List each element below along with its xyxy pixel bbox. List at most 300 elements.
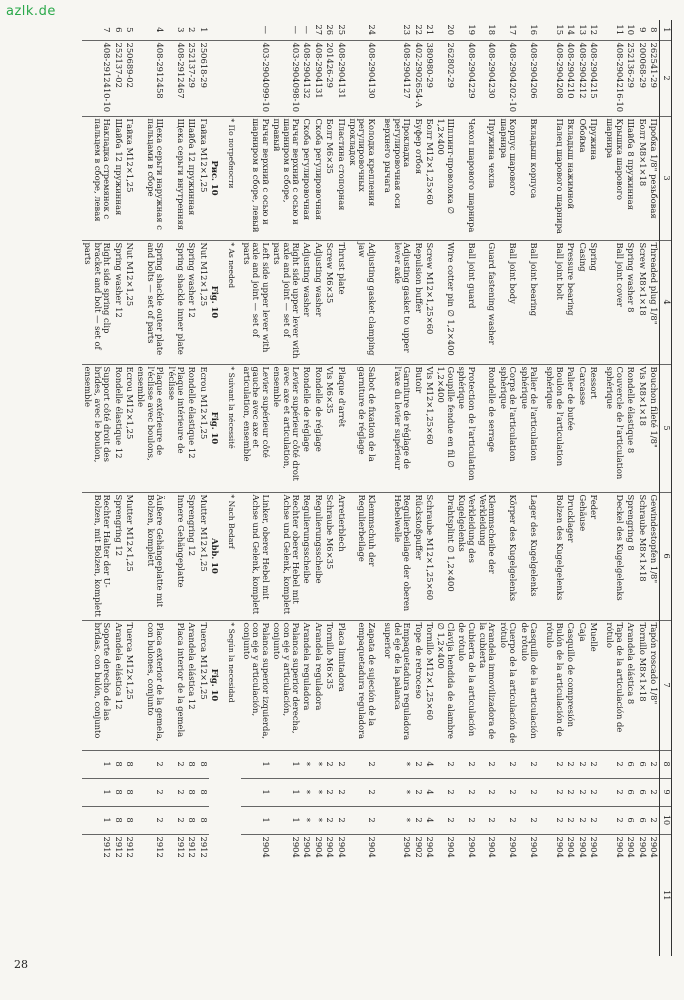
table-cell: Schraube M8×1×18 (636, 492, 647, 620)
table-cell: Adjusting washer (312, 240, 323, 364)
table-cell: * (301, 806, 312, 834)
table-cell: Regulierungsscheibe (312, 492, 323, 620)
table-cell: 402-2902654-А (412, 40, 423, 116)
table-cell: Arandela inmovilizadora de la cubierta (477, 620, 498, 750)
table-cell: 408-2904212 (576, 40, 587, 116)
table-cell: 2 (544, 750, 565, 778)
table-cell: 1 (241, 750, 271, 778)
table-cell: 8 (124, 806, 135, 834)
table-cell: 2 (576, 806, 587, 834)
table-cell: Tuerca M12×1,25 (124, 620, 135, 750)
table-cell: Шайба 12 пружинная (112, 116, 123, 240)
table-cell: 408-2904202-10 (497, 40, 518, 116)
column-header: 2 (660, 40, 672, 116)
table-cell: 8 (112, 778, 123, 806)
table-cell: 1 (271, 750, 301, 778)
table-cell: Rondelle de serrage (477, 364, 498, 492)
table-cell: Couvercle de l'articulation sphérique (604, 364, 625, 492)
table-cell: 2 (604, 806, 625, 834)
table-cell: — (260, 25, 271, 34)
table-cell: Скоба регулировочная (301, 116, 312, 240)
table-cell: Empaquetadura reguladora del eje de la palanca superior (382, 620, 412, 750)
table-cell: 2 (335, 750, 346, 778)
table-cell: 2 (165, 778, 186, 806)
table-cell: 408-2912458 (135, 40, 165, 116)
table-cell: Nut M12×1,25 (124, 240, 135, 364)
table-row (135, 20, 165, 956)
table-cell: Шайба 8 пружинная (625, 116, 636, 240)
table-cell: 2904 (324, 834, 335, 956)
table-cell: 2904 (544, 834, 565, 956)
figure-title-row-cell: Fig. 10 (209, 620, 225, 750)
table-cell: Arretierblech (335, 492, 346, 620)
table-cell: Rechter oberer Hebel mit Achse und Gelenk, komplett (271, 492, 301, 620)
table-cell: 2912 (112, 834, 123, 956)
site-watermark: azlk.de (6, 4, 56, 19)
table-cell: Nut M12×1,25 (197, 240, 208, 364)
table-cell: 5 (124, 27, 135, 33)
table-cell: Cuerpo de la articulación de rótulo (497, 620, 518, 750)
table-cell: 2912 (186, 834, 197, 956)
table-cell: * (301, 750, 312, 778)
table-cell: 408-2904131 (312, 40, 323, 116)
table-cell: 2912 (82, 834, 112, 956)
table-cell: * (301, 778, 312, 806)
table-cell: 6 (625, 750, 636, 778)
table-cell: 2 (497, 806, 518, 834)
table-cell: Шплинт-проволока ∅ 1,2×400 (435, 116, 456, 240)
table-row (435, 20, 456, 956)
table-row (324, 20, 335, 956)
table-cell: 2 (518, 750, 544, 778)
table-cell: 10 (626, 24, 637, 36)
table-cell: 8 (124, 778, 135, 806)
table-cell: Spring (588, 240, 604, 364)
table-row (271, 20, 301, 956)
table-cell: 262541-29 (648, 40, 660, 116)
table-cell: Spring shackle inner plate (165, 240, 186, 364)
table-cell: 2912 (135, 834, 165, 956)
table-row (604, 20, 625, 956)
column-header: 6 (660, 492, 672, 620)
table-cell: 2 (435, 778, 456, 806)
table-cell: 9 (637, 27, 648, 33)
table-cell: Bouchon fileté 1/8" (648, 364, 660, 492)
table-cell: Screw M12×1,25×60 (424, 240, 435, 364)
table-cell: 201426-29 (324, 40, 335, 116)
table-cell: 1 (271, 778, 301, 806)
table-cell: Placa limitadora (335, 620, 346, 750)
table-cell: Äußere Gehängeplatte mit Bolzen, komplett (135, 492, 165, 620)
table-cell: 19 (466, 24, 477, 36)
table-cell: 2 (604, 750, 625, 778)
table-row (625, 20, 636, 956)
table-cell: Casing (576, 240, 587, 364)
table-cell: 2 (588, 778, 604, 806)
footnote-row-cell: * Según la necesidad (225, 620, 240, 750)
table-row (241, 20, 271, 956)
figure-title-row-cell: Abb. 10 (209, 492, 225, 620)
table-cell: 6 (625, 778, 636, 806)
table-cell: 2 (544, 778, 565, 806)
table-cell: 2904 (347, 834, 382, 956)
table-cell: 2 (565, 750, 576, 778)
table-cell: Drucklager (565, 492, 576, 620)
table-cell: 2904 (497, 834, 518, 956)
table-row (301, 20, 312, 956)
table-cell: Repulsion buffer (412, 240, 423, 364)
table-cell: Sprengring 12 (186, 492, 197, 620)
table-cell: 4 (155, 27, 166, 33)
table-cell: Right side upper lever with axle and joint — set of parts (271, 240, 301, 364)
table-row (335, 20, 346, 956)
table-cell: 8 (124, 750, 135, 778)
table-cell: 2904 (604, 834, 625, 956)
table-cell: 2 (518, 806, 544, 834)
table-cell: 6 (636, 806, 647, 834)
table-cell: Palier de butée (565, 364, 576, 492)
table-cell: 8 (197, 806, 208, 834)
table-row (347, 20, 382, 956)
table-row (82, 20, 112, 956)
table-cell: Рычаг верхний с осью и шарниром в сборе, правый (271, 116, 301, 240)
table-cell: 403-2904098-10 (271, 40, 301, 116)
column-header: 8 (660, 750, 672, 778)
table-cell: 2 (412, 750, 423, 778)
column-header: 5 (660, 364, 672, 492)
table-cell: 2 (576, 750, 587, 778)
table-cell: Levier supérieur côté droit avec axe et articulation, ensemble (271, 364, 301, 492)
table-cell: 2904 (301, 834, 312, 956)
table-cell: 2904 (435, 834, 456, 956)
table-header (660, 20, 672, 956)
table-cell: Linker, oberer Hebel mit Achse und Gelenk, komplett (241, 492, 271, 620)
table-cell: Rondelle élastique 8 (625, 364, 636, 492)
table-cell: * (312, 806, 323, 834)
table-cell: Levier supérieur côté gauche avec axe et articulation, ensemble (241, 364, 271, 492)
table-cell: Spring washer 12 (186, 240, 197, 364)
table-cell: Tapón roscado 1/8" (648, 620, 660, 750)
table-cell: Vis M12×1,25×60 (424, 364, 435, 492)
column-header: 3 (660, 116, 672, 240)
table-row (456, 20, 477, 956)
table-cell: 2 (588, 806, 604, 834)
table-cell: Sabot de fixation de la garniture de réglage (347, 364, 382, 492)
column-header: 7 (660, 620, 672, 750)
table-cell: Arandela elástica 12 (186, 620, 197, 750)
table-row (197, 20, 208, 956)
table-cell: 252137-29 (186, 40, 197, 116)
table-cell: 2 (518, 778, 544, 806)
figure-title-row (209, 20, 225, 956)
table-cell: Guard fastening washer (477, 240, 498, 364)
table-cell: 13 (577, 24, 588, 36)
table-cell: Feder (588, 492, 604, 620)
table-cell: Butoir (412, 364, 423, 492)
table-cell: Mutter M12×1,25 (197, 492, 208, 620)
table-cell: 2 (648, 778, 660, 806)
table-cell: Sprengring 12 (112, 492, 123, 620)
figure-title-row-cell: Fig. 10 (209, 240, 225, 364)
table-cell: 1 (241, 806, 271, 834)
table-cell: Гайка М12×1,25 (124, 116, 135, 240)
table-cell: 408-2904131 (335, 40, 346, 116)
table-cell: Adjusting gasket to upper lever axle (382, 240, 412, 364)
table-cell: Spring shackle outer plate and bolts — set of parts (135, 240, 165, 364)
table-cell: 11 (614, 24, 625, 36)
table-cell: Casquillo de la articulación de rótulo (518, 620, 544, 750)
table-cell: 408-2904127 (382, 40, 412, 116)
table-cell: 1 (198, 27, 209, 33)
table-cell: — (302, 25, 313, 34)
table-cell: 2 (165, 750, 186, 778)
table-cell: 2 (565, 778, 576, 806)
table-row (648, 20, 660, 956)
table-cell: 2904 (241, 834, 271, 956)
table-cell: Körper des Kugelgelenks (497, 492, 518, 620)
table-row (576, 20, 587, 956)
table-cell: 2904 (625, 834, 636, 956)
table-cell: 408-2904229 (456, 40, 477, 116)
table-cell: Wire cotter pin ∅ 1,2×400 (435, 240, 456, 364)
table-cell: 3 (176, 27, 186, 33)
table-cell: 2912 (165, 834, 186, 956)
table-cell: Крышка шарового шарнира (604, 116, 625, 240)
table-cell: 2 (135, 778, 165, 806)
table-cell: Support côté droit des brides, avec le boulon, ensemble (82, 364, 112, 492)
table-cell: 408-2904215 (588, 40, 604, 116)
footnote-row-cell: * As needed (225, 240, 240, 364)
table-cell: Pressure bearing (565, 240, 576, 364)
table-cell: 2 (324, 750, 335, 778)
table-cell: Болт М8×1×18 (636, 116, 647, 240)
table-row (565, 20, 576, 956)
table-cell: 22 (413, 24, 424, 36)
table-cell: Palier de l'articulation sphérique (518, 364, 544, 492)
table-cell: 2 (347, 806, 382, 834)
table-cell: 8 (112, 806, 123, 834)
table-cell: Bulón de la articulación de rótulo (544, 620, 565, 750)
table-cell: 1 (82, 806, 112, 834)
table-cell: Tornillo M12×1,25×60 (424, 620, 435, 750)
footnote-row-cell: * По потребности (225, 116, 240, 240)
table-cell: Arandela reguladora (301, 620, 312, 750)
table-cell: Regulierungsscheibe (301, 492, 312, 620)
table-cell: 4 (424, 778, 435, 806)
table-cell: 8 (186, 750, 197, 778)
table-cell: Пружина (588, 116, 604, 240)
figure-title-row-cell: Рис. 10 (209, 116, 225, 240)
table-cell: Plaque intérieure de l'éclisse (165, 364, 186, 492)
table-cell: 408-2912467 (165, 40, 186, 116)
table-cell: Drahtsplint ∅ 1,2×400 (435, 492, 456, 620)
table-cell: 2 (435, 750, 456, 778)
table-cell: Palanca superior derecha, con eje y articulación, conjunto (271, 620, 301, 750)
table-cell: Cubierta de la articulación de rótulo (456, 620, 477, 750)
table-row (544, 20, 565, 956)
figure-title-row-cell: Fig. 10 (209, 364, 225, 492)
table-cell: 2 (456, 806, 477, 834)
table-cell: 2 (435, 806, 456, 834)
table-cell: Болт М6×35 (324, 116, 335, 240)
table-cell: Ball joint bolt (544, 240, 565, 364)
table-cell: Klemmscheibe der Verkleidung (477, 492, 498, 620)
table-cell: Болт М12×1,25×60 (424, 116, 435, 240)
table-cell: Soporte derecho de las bridas, con bulón, conjunto (82, 620, 112, 750)
table-cell: 17 (508, 24, 519, 36)
table-cell: 1 (271, 806, 301, 834)
table-cell: Screw M8×1×18 (636, 240, 647, 364)
table-cell: Ressort (588, 364, 604, 492)
table-row (312, 20, 323, 956)
table-cell: Plaque extérieure de l'éclisse avec boulons, ensemble (135, 364, 165, 492)
table-cell: Ecrou M12×1,25 (124, 364, 135, 492)
table-cell: Rückstoßpuffer (412, 492, 423, 620)
table-cell: Clavija hendida de alambre ∅ 1,2×400 (435, 620, 456, 750)
table-cell: Чехол шарового шарнира (456, 116, 477, 240)
table-cell: 24 (366, 24, 377, 36)
table-row (186, 20, 197, 956)
table-cell: 6 (113, 27, 124, 33)
table-cell: Обойма (576, 116, 587, 240)
table-cell: Гайка М12×1,25 (197, 116, 208, 240)
table-cell: 4 (424, 750, 435, 778)
table-cell: Sprengring 8 (625, 492, 636, 620)
table-cell: Tornillo M6×35 (324, 620, 335, 750)
table-cell: Прокладка регулировочная оси верхнего рычага (382, 116, 412, 240)
table-cell: Boulon de l'articulation sphérique (544, 364, 565, 492)
table-cell: 2 (477, 750, 498, 778)
table-cell: Regulierbeilage der oberen Hebelwelle (382, 492, 412, 620)
table-cell: 252137-02 (112, 40, 123, 116)
table-cell: Ecrou M12×1,25 (197, 364, 208, 492)
table-cell: 8 (112, 750, 123, 778)
table-cell: 408-2912410-10 (82, 40, 112, 116)
table-cell: 2 (412, 778, 423, 806)
table-cell: 2 (347, 750, 382, 778)
table-cell: Palanca superior izquierda, con eje y articulación, conjunto (241, 620, 271, 750)
table-cell: Spring washer 8 (625, 240, 636, 364)
table-cell: 2904 (477, 834, 498, 956)
table-cell: 2 (135, 806, 165, 834)
table-cell: 380980-29 (424, 40, 435, 116)
table-cell: * (382, 750, 412, 778)
table-cell: 2904 (271, 834, 301, 956)
table-cell: Schraube M6×35 (324, 492, 335, 620)
table-cell: Rondelle élastique 12 (186, 364, 197, 492)
table-row (518, 20, 544, 956)
table-cell: 2904 (456, 834, 477, 956)
table-cell: 2902 (412, 834, 423, 956)
table-cell: 408-2904210 (565, 40, 576, 116)
table-cell: 1 (82, 750, 112, 778)
table-cell: 2 (324, 806, 335, 834)
table-cell: 2 (544, 806, 565, 834)
table-cell: Adjusting washer (301, 240, 312, 364)
table-cell: Палец шарового шарнира (544, 116, 565, 240)
table-cell: Spring washer 12 (112, 240, 123, 364)
table-cell: 2904 (312, 834, 323, 956)
table-cell: 2 (335, 778, 346, 806)
table-cell: Накладка стремянок с пальцем в сборе, левая (82, 116, 112, 240)
table-cell: 250689-02 (124, 40, 135, 116)
table-cell: Rondelle de réglage (301, 364, 312, 492)
table-row (112, 20, 123, 956)
table-cell: 250618-29 (197, 40, 208, 116)
table-cell: Left side upper lever with axle and joint — set of parts (241, 240, 271, 364)
table-cell: 2904 (648, 834, 660, 956)
table-row (497, 20, 518, 956)
table-cell: Tapa de la articulación de rótulo (604, 620, 625, 750)
table-cell: 200068-29 (636, 40, 647, 116)
table-row (588, 20, 604, 956)
table-cell: Пластина стопорная (335, 116, 346, 240)
table-cell: 21 (424, 24, 435, 36)
table-cell: 2904 (588, 834, 604, 956)
table-row (412, 20, 423, 956)
table-cell: Caja (576, 620, 587, 750)
table-cell: 2904 (382, 834, 412, 956)
table-cell: Вкладыш корпуса (518, 116, 544, 240)
table-row (477, 20, 498, 956)
table-row (636, 20, 647, 956)
table-cell: 2 (497, 778, 518, 806)
table-cell: Carcasse (576, 364, 587, 492)
table-cell: 8 (186, 806, 197, 834)
table-cell: 2 (347, 778, 382, 806)
column-header: 1 (660, 20, 672, 40)
table-cell: Muelle (588, 620, 604, 750)
table-cell: Schraube M12×1,25×60 (424, 492, 435, 620)
table-cell: 2 (588, 750, 604, 778)
table-cell: 408-2904216-10 (604, 40, 625, 116)
table-cell: Буфер отбоя (412, 116, 423, 240)
table-cell: Rondelle élastique 12 (112, 364, 123, 492)
table-cell: 408-2904206 (518, 40, 544, 116)
column-header: 4 (660, 240, 672, 364)
table-cell: 6 (625, 806, 636, 834)
table-cell: 2 (477, 778, 498, 806)
table-cell: Bolzen des Kugelgelenks (544, 492, 565, 620)
table-cell: Screw M6×35 (324, 240, 335, 364)
table-cell: 2 (456, 750, 477, 778)
table-cell: Arandela elástica 12 (112, 620, 123, 750)
table-cell: Arandela reguladora (312, 620, 323, 750)
table-cell: Corps de l'articulation sphérique (497, 364, 518, 492)
table-cell: 403-2904099-10 (241, 40, 271, 116)
table-cell: Скоба регулировочная (312, 116, 323, 240)
table-cell: Innere Gehängeplatte (165, 492, 186, 620)
table-cell: Right side spring clip bracket and bolt — set of parts (82, 240, 112, 364)
table-cell: Casquillo de compresión (565, 620, 576, 750)
table-cell: 408-2904230 (477, 40, 498, 116)
table-cell: Вкладыш нажимной (565, 116, 576, 240)
table-cell: 2904 (565, 834, 576, 956)
table-cell: 6 (636, 750, 647, 778)
footnote-row-cell: * Nach Bedarf (225, 492, 240, 620)
table-cell: 2904 (518, 834, 544, 956)
table-cell: Garniture de réglage de l'axe du levier supérieur (382, 364, 412, 492)
column-header: 11 (660, 834, 672, 956)
table-cell: 2 (648, 806, 660, 834)
table-cell: Tuerca M12×1,25 (197, 620, 208, 750)
table-cell: Tope de retroceso (412, 620, 423, 750)
table-cell: 4 (424, 806, 435, 834)
table-cell: Пробка 1/8" резьбовая (648, 116, 660, 240)
table-cell: 8 (649, 27, 660, 33)
table-cell: — (291, 25, 302, 34)
table-cell: 18 (487, 24, 498, 36)
